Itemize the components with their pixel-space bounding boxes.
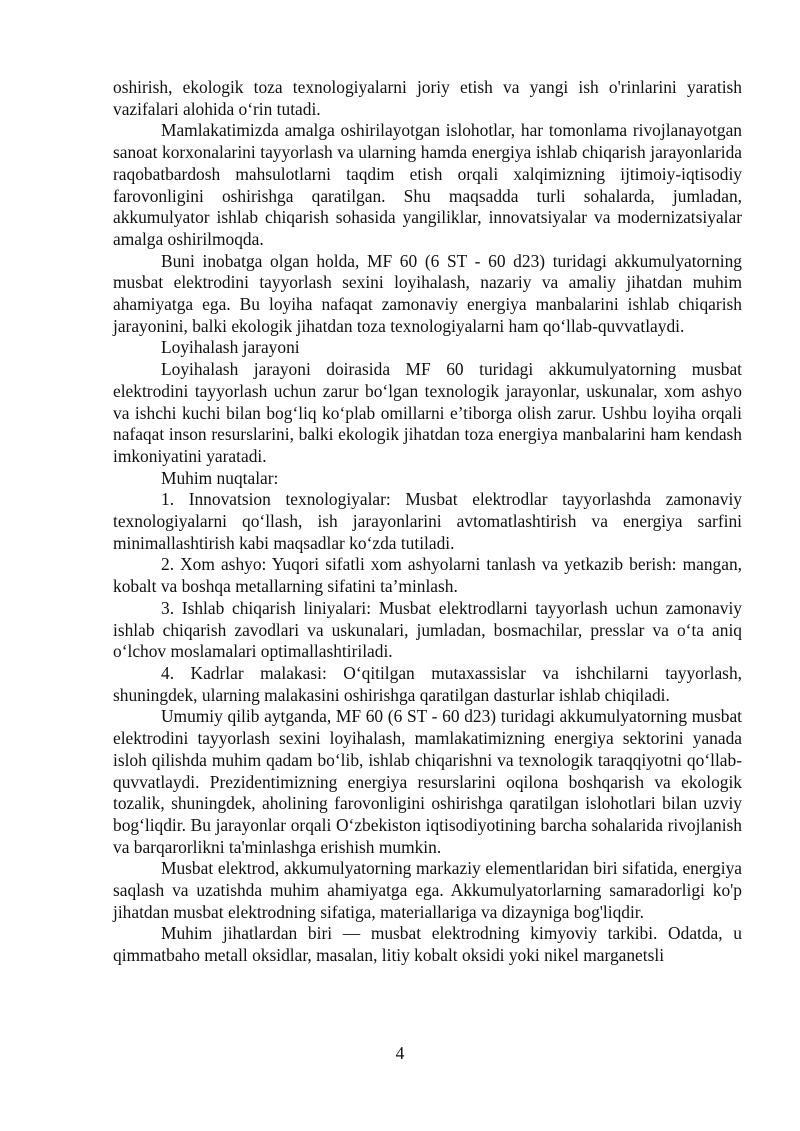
paragraph-1: oshirish, ekologik toza texnologiyalarni joriy etish va yangi ish o'rinlarini yaratish vazifalari alohida o‘rin tutadi. bbox=[113, 77, 742, 119]
paragraph-13: Muhim jihatlardan biri — musbat elektrodning kimyoviy tarkibi. Odatda, u qimmatbaho metall oksidlar, masalan, litiy kobalt oksidi yoki nikel marganetsli bbox=[113, 923, 742, 966]
paragraph-12: Musbat elektrod, akkumulyatorning markaziy elementlaridan biri sifatida, energiya saqlash va uzatishda muhim ahamiyatga ega. Akkumulyatorlarning samaradorligi ko'p jihatdan musbat elektrodning sifatiga, materiallariga va dizayniga bog'liqdir. bbox=[113, 858, 742, 922]
section-heading-loyihalash: Loyihalash jarayoni bbox=[161, 337, 300, 358]
paragraph-3: Buni inobatga olgan holda, MF 60 (6 ST - 60 d23) turidagi akkumulyatorning musbat elektrodini tayyorlash sexini loyihalash, nazariy va amaliy jihatdan muhim ahamiyatga ega. Bu loyiha nafaqat zamonaviy energiya manbalarini ishlab chiqarish jarayonini, balki ekologik jihatdan toza texnologiyalarni ham qo‘llab-quvvatlaydi. bbox=[113, 250, 742, 336]
paragraph-11: Umumiy qilib aytganda, MF 60 (6 ST - 60 d23) turidagi akkumulyatorning musbat elektrodini tayyorlash sexini loyihalash, mamlakatimizning energiya sektorini yanada isloh qilishda muhim qadam bo‘lib, ishlab chiqarishni va texnologik taraqqiyotni qo‘llab-quvvatlaydi. Prezidentimizning energiya resurslarini oqilona boshqarish va ekologik tozalik, shuningdek, aholining farovonligini oshirishga qaratilgan islohotlari bilan uzviy bog‘liqdir. Bu jarayonlar orqali O‘zbekiston iqtisodiyotining barcha sohalarida rivojlanish va barqarorlikni ta'minlashga erishish mumkin. bbox=[113, 706, 742, 857]
paragraph-2: Mamlakatimizda amalga oshirilayotgan islohotlar, har tomonlama rivojlanayotgan sanoat korxonalarini tayyorlash va ularning hamda energiya ishlab chiqarish jarayonlarida raqobatbardosh mahsulotlarni taqdim etish orqali xalqimizning ijtimoiy-iqtisodiy farovonligini oshirishga qaratilgan. Shu maqsadda turli sohalarda, jumladan, akkumulyator ishlab chiqarish sohasida yangiliklar, innovatsiyalar va modernizatsiyalar amalga oshirilmoqda. bbox=[113, 120, 742, 249]
list-item-3: 3. Ishlab chiqarish liniyalari: Musbat elektrodlarni tayyorlash uchun zamonaviy ishlab chiqarish zavodlari va uskunalari, jumladan, bosmachilar, presslar va o‘ta aniq o‘lchov moslamalari optimallashtiriladi. bbox=[113, 597, 742, 662]
list-item-4: 4. Kadrlar malakasi: O‘qitilgan mutaxassislar va ishchilarni tayyorlash, shuningdek, ularning malakasini oshirishga qaratilgan dasturlar ishlab chiqiladi. bbox=[113, 662, 742, 705]
page-body bbox=[113, 77, 742, 967]
list-item-2: 2. Xom ashyo: Yuqori sifatli xom ashyolarni tanlash va yetkazib berish: mangan, kobalt va boshqa metallarning sifatini ta’minlash. bbox=[113, 554, 742, 597]
list-item-1: 1. Innovatsion texnologiyalar: Musbat elektrodlar tayyorlashda zamonaviy texnologiyalarni qo‘llash, ish jarayonlarini avtomatlashtirish va energiya sarfini minimallashtirish kabi maqsadlar ko‘zda tutiladi. bbox=[113, 489, 742, 553]
paragraph-5: Loyihalash jarayoni doirasida MF 60 turidagi akkumulyatorning musbat elektrodini tayyorlash uchun zarur bo‘lgan texnologik jarayonlar, uskunalar, xom ashyo va ishchi kuchi bilan bog‘liq ko‘plab omillarni e’tiborga olish zarur. Ushbu loyiha orqali nafaqat inson resurslarini, balki ekologik jihatdan toza energiya manbalarini ham kendash imkoniyatini yaratadi. bbox=[113, 359, 742, 466]
section-heading-muhim-nuqtalar: Muhim nuqtalar: bbox=[161, 467, 279, 488]
page-number: 4 bbox=[395, 1043, 405, 1063]
